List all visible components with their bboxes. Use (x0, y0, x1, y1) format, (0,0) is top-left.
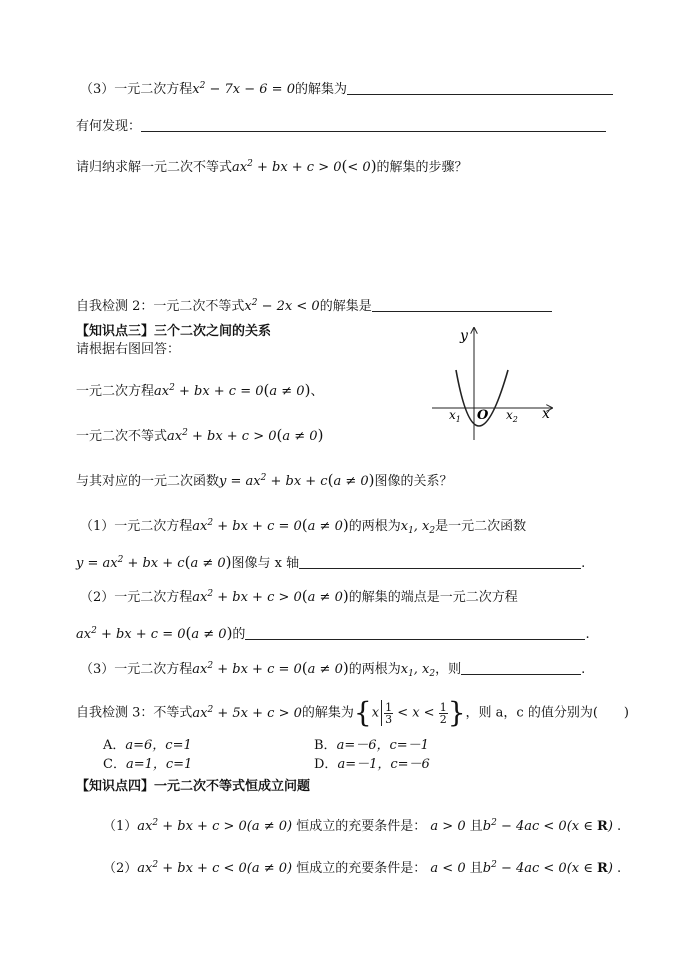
option-a[interactable]: A．a=6，c=1 (103, 738, 192, 753)
item3-prefix: （3）一元二次方程 (80, 662, 193, 677)
summary-suffix: 的解集的步骤？ (376, 160, 468, 175)
answer-blank-item3[interactable] (461, 660, 581, 675)
item1-suffix: 是一元二次函数 (435, 519, 527, 534)
check3-mid: 的解集为 (301, 705, 354, 721)
answer-blank-item2[interactable] (245, 625, 585, 640)
math-eq-q3: $x^2 - 7x - 6 = 0$ (192, 81, 295, 97)
kp4-heading: 【知识点四】一元二次不等式恒成立问题 (76, 779, 311, 794)
kp3-eq-suffix: 、 (310, 384, 324, 399)
item1-mid: 的两根为 (348, 519, 401, 534)
relation-prefix: 与其对应的一元二次函数 (76, 474, 220, 489)
math-quadratic-func: $y = ax^2$ + bx + c (219, 473, 328, 489)
math-quadratic-ineq: $ax^2$ + bx + c > 0 (167, 428, 277, 444)
answer-blank-q3[interactable] (347, 80, 613, 95)
math-quadratic-eq: $ax^2$ + bx + c = 0 (154, 383, 264, 399)
summary-prefix: 请归纳求解一元二次不等式 (76, 160, 233, 175)
x-axis-label: x (542, 406, 550, 422)
discovery-label: 有何发现： (76, 119, 142, 134)
option-c[interactable]: C．a=1，c=1 (103, 757, 193, 772)
math-check2: $x^2 - 2x < 0$ (244, 298, 320, 314)
item1-line2-text: 图像与 x 轴 (231, 556, 300, 571)
kp3-item1-line1: （1）一元二次方程$ax^2$ + bx + c = 0(a ≠ 0)的两根为$x_1$, $x_2$是一元二次函数 (80, 516, 527, 536)
kp3-item3-line: （3）一元二次方程$ax^2$ + bx + c = 0(a ≠ 0)的两根为$x_1$, $x_2$，则 . (80, 659, 586, 679)
check3-line: 自我检测 3：不等式$ax^2 + 5x + c > 0$的解集为{x $\frac{1}{3}$ < x < $\frac{1}{2}$ }，则 a，c 的值分别为( ) (76, 696, 629, 729)
parabola-graph (430, 322, 558, 444)
item2-prefix: （2）一元二次方程 (80, 590, 193, 605)
root-x2-label: $x_2$ (506, 408, 518, 424)
answer-blank-discovery[interactable] (141, 117, 606, 132)
q3-prefix: （3）一元二次方程 (80, 82, 193, 97)
kp3-item2-line1: （2）一元二次方程$ax^2$ + bx + c > 0(a ≠ 0)的解集的端点是一元二次方程 (80, 587, 518, 605)
item2-mid: 的解集的端点是一元二次方程 (348, 590, 518, 605)
kp3-heading: 【知识点三】三个二次之间的关系 (76, 324, 272, 339)
kp3-eq-line: 一元二次方程$ax^2$ + bx + c = 0(a ≠ 0)、 (76, 381, 324, 399)
q3-line (80, 80, 613, 99)
relation-suffix: 图像的关系？ (374, 474, 453, 489)
kp3-item2-line2: $ax^2$ + bx + c = 0(a ≠ 0)的 . (76, 624, 590, 642)
q3-suffix: 的解集为 (294, 82, 347, 97)
kp3-instruction: 请根据右图回答： (76, 342, 181, 357)
y-axis-label: y (460, 328, 468, 344)
check2-line (76, 297, 552, 316)
answer-blank-check2[interactable] (372, 297, 552, 312)
math-ineq-general: $ax^2$ + bx + c > 0 (232, 159, 342, 175)
origin-label: O (477, 408, 489, 423)
kp3-eq-label: 一元二次方程 (76, 384, 155, 399)
check3-suffix: ，则 a，c 的值分别为( ) (465, 705, 629, 721)
check3-prefix: 自我检测 3：不等式 (76, 705, 193, 721)
check2-suffix: 的解集是 (319, 299, 372, 314)
root-x1-label: $x_1$ (449, 408, 461, 424)
answer-blank-item1[interactable] (299, 554, 581, 569)
option-b[interactable]: B．a=－6，c=－1 (314, 738, 429, 753)
kp3-ineq-line: 一元二次不等式$ax^2$ + bx + c > 0(a ≠ 0) (76, 426, 324, 444)
kp3-relation: 与其对应的一元二次函数$y = ax^2$ + bx + c(a ≠ 0)图像的关系？ (76, 471, 453, 489)
discovery-line (76, 117, 606, 136)
kp3-item1-line2: $y = ax^2$ + bx + c(a ≠ 0)图像与 x 轴 . (76, 553, 586, 571)
kp3-ineq-label: 一元二次不等式 (76, 429, 168, 444)
summary-question: 请归纳求解一元二次不等式$ax^2$ + bx + c > 0(< 0)的解集的步骤？ (76, 157, 468, 175)
kp4-item2: $(2)ax^2$ + bx + c < 0(a ≠ 0) 恒成立的充要条件是： a < 0 且$b^2 - 4ac < 0(x$ ∈ R) . (103, 860, 622, 876)
check2-prefix: 自我检测 2：一元二次不等式 (76, 299, 245, 314)
item1-prefix: （1）一元二次方程 (80, 519, 193, 534)
option-d[interactable]: D．a=－1，c=－6 (314, 757, 430, 772)
kp4-item1: $(1)ax^2$ + bx + c > 0(a ≠ 0) 恒成立的充要条件是： a > 0 且$b^2 - 4ac < 0(x$ ∈ R) . (103, 818, 622, 834)
